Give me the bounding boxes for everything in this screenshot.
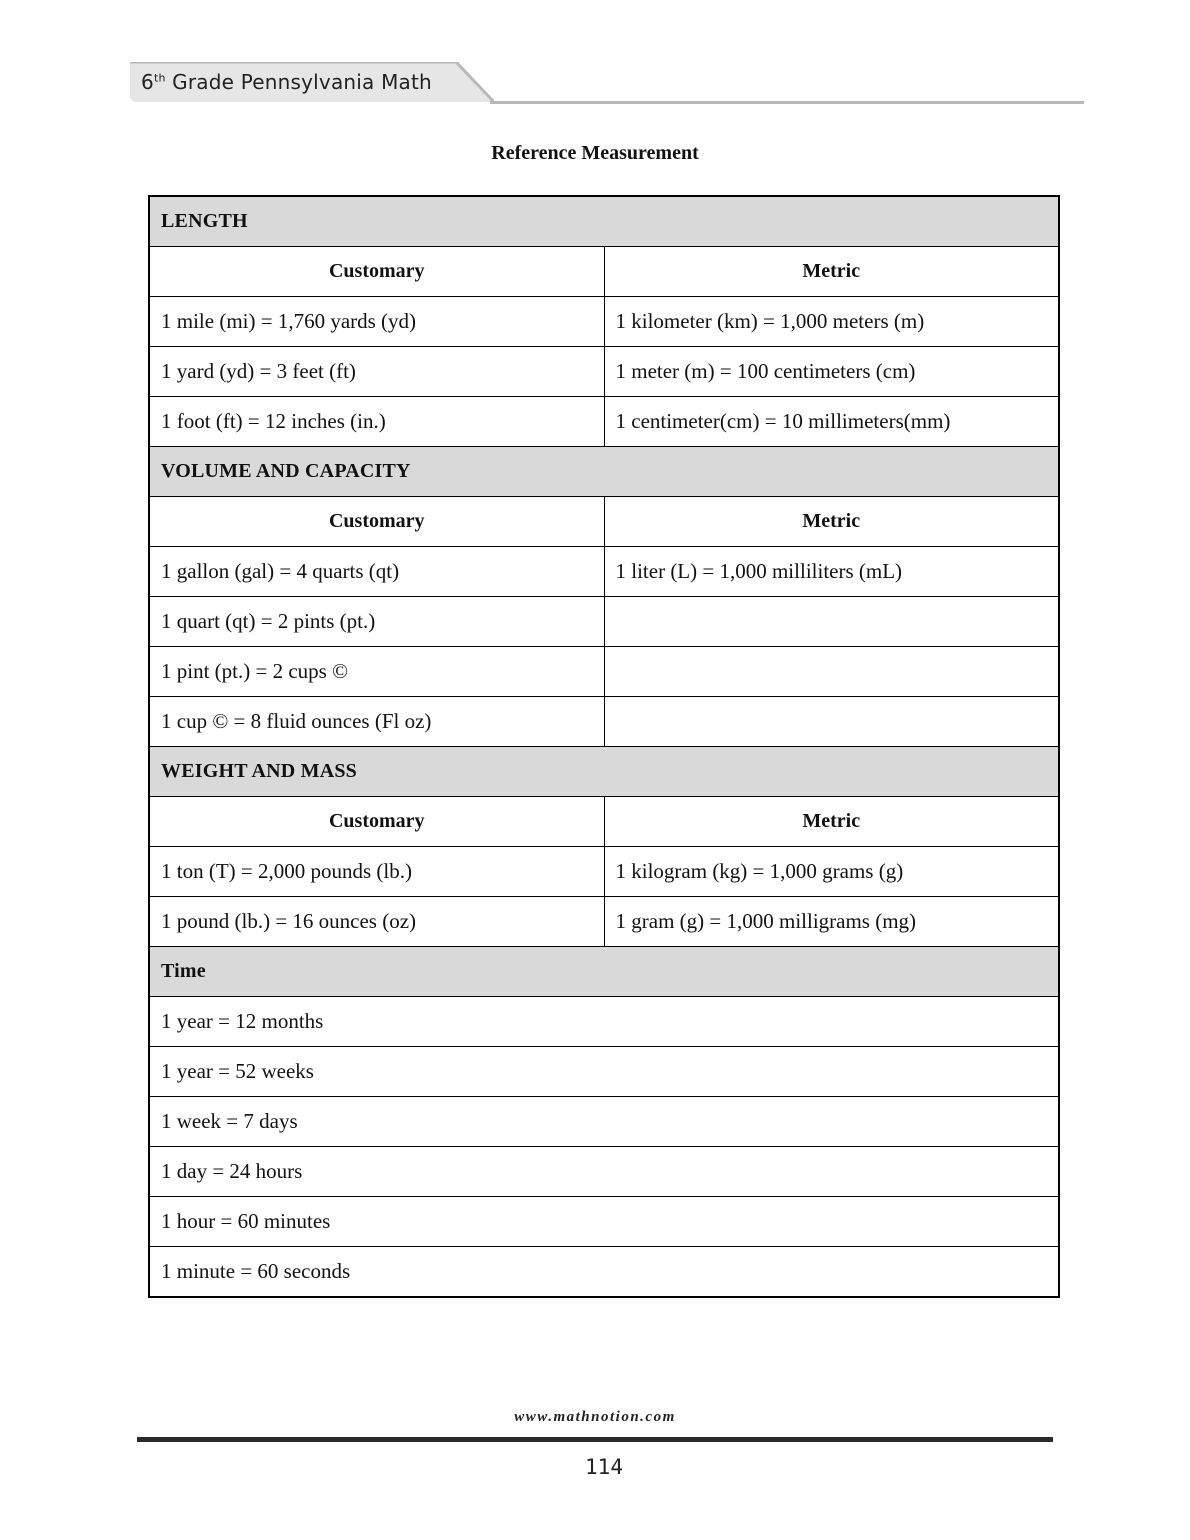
customary-cell: 1 ton (T) = 2,000 pounds (lb.) xyxy=(149,847,604,897)
time-cell: 1 week = 7 days xyxy=(149,1097,1059,1147)
time-cell: 1 year = 52 weeks xyxy=(149,1047,1059,1097)
metric-cell: 1 kilogram (kg) = 1,000 grams (g) xyxy=(604,847,1059,897)
table-row xyxy=(149,597,1059,647)
column-header-row xyxy=(149,247,1059,297)
customary-cell: 1 quart (qt) = 2 pints (pt.) xyxy=(149,597,604,647)
metric-cell: 1 liter (L) = 1,000 milliliters (mL) xyxy=(604,547,1059,597)
table-row xyxy=(149,1097,1059,1147)
header-title xyxy=(141,70,432,94)
table-row xyxy=(149,897,1059,947)
customary-header: Customary xyxy=(149,797,604,847)
customary-header: Customary xyxy=(149,497,604,547)
table-row xyxy=(149,997,1059,1047)
section-header-volume xyxy=(149,447,1059,497)
time-cell: 1 year = 12 months xyxy=(149,997,1059,1047)
table-row xyxy=(149,1047,1059,1097)
metric-cell: 1 meter (m) = 100 centimeters (cm) xyxy=(604,347,1059,397)
grade-number: 6 xyxy=(141,70,154,94)
customary-cell: 1 pint (pt.) = 2 cups © xyxy=(149,647,604,697)
customary-cell: 1 cup © = 8 fluid ounces (Fl oz) xyxy=(149,697,604,747)
customary-header: Customary xyxy=(149,247,604,297)
column-header-row xyxy=(149,497,1059,547)
table-row xyxy=(149,847,1059,897)
header-rule xyxy=(490,101,1084,104)
time-cell: 1 minute = 60 seconds xyxy=(149,1247,1059,1298)
metric-cell xyxy=(604,697,1059,747)
section-title: WEIGHT AND MASS xyxy=(149,747,1059,797)
footer-url: www.mathnotion.com xyxy=(514,1409,676,1425)
table-row xyxy=(149,1197,1059,1247)
metric-cell: 1 gram (g) = 1,000 milligrams (mg) xyxy=(604,897,1059,947)
metric-cell: 1 kilometer (km) = 1,000 meters (m) xyxy=(604,297,1059,347)
section-header-length xyxy=(149,196,1059,247)
table-row xyxy=(149,1247,1059,1298)
customary-cell: 1 pound (lb.) = 16 ounces (oz) xyxy=(149,897,604,947)
page-title: Reference Measurement xyxy=(491,142,699,164)
customary-cell: 1 yard (yd) = 3 feet (ft) xyxy=(149,347,604,397)
table-row xyxy=(149,647,1059,697)
footer-rule xyxy=(137,1437,1053,1442)
header-title-rest: Grade Pennsylvania Math xyxy=(165,70,432,94)
metric-header: Metric xyxy=(604,247,1059,297)
table-row xyxy=(149,547,1059,597)
table-row xyxy=(149,347,1059,397)
table-row xyxy=(149,297,1059,347)
metric-cell xyxy=(604,597,1059,647)
grade-suffix: th xyxy=(153,71,166,85)
table-row xyxy=(149,1147,1059,1197)
table-row xyxy=(149,697,1059,747)
section-title: Time xyxy=(149,947,1059,997)
section-title: VOLUME AND CAPACITY xyxy=(149,447,1059,497)
section-header-weight xyxy=(149,747,1059,797)
metric-header: Metric xyxy=(604,797,1059,847)
customary-cell: 1 foot (ft) = 12 inches (in.) xyxy=(149,397,604,447)
column-header-row xyxy=(149,797,1059,847)
time-cell: 1 hour = 60 minutes xyxy=(149,1197,1059,1247)
table-row xyxy=(149,397,1059,447)
page-number: 114 xyxy=(585,1455,623,1479)
time-cell: 1 day = 24 hours xyxy=(149,1147,1059,1197)
section-header-time xyxy=(149,947,1059,997)
metric-header: Metric xyxy=(604,497,1059,547)
reference-table xyxy=(148,195,1060,1298)
customary-cell: 1 mile (mi) = 1,760 yards (yd) xyxy=(149,297,604,347)
section-title: LENGTH xyxy=(149,196,1059,247)
customary-cell: 1 gallon (gal) = 4 quarts (qt) xyxy=(149,547,604,597)
metric-cell xyxy=(604,647,1059,697)
metric-cell: 1 centimeter(cm) = 10 millimeters(mm) xyxy=(604,397,1059,447)
